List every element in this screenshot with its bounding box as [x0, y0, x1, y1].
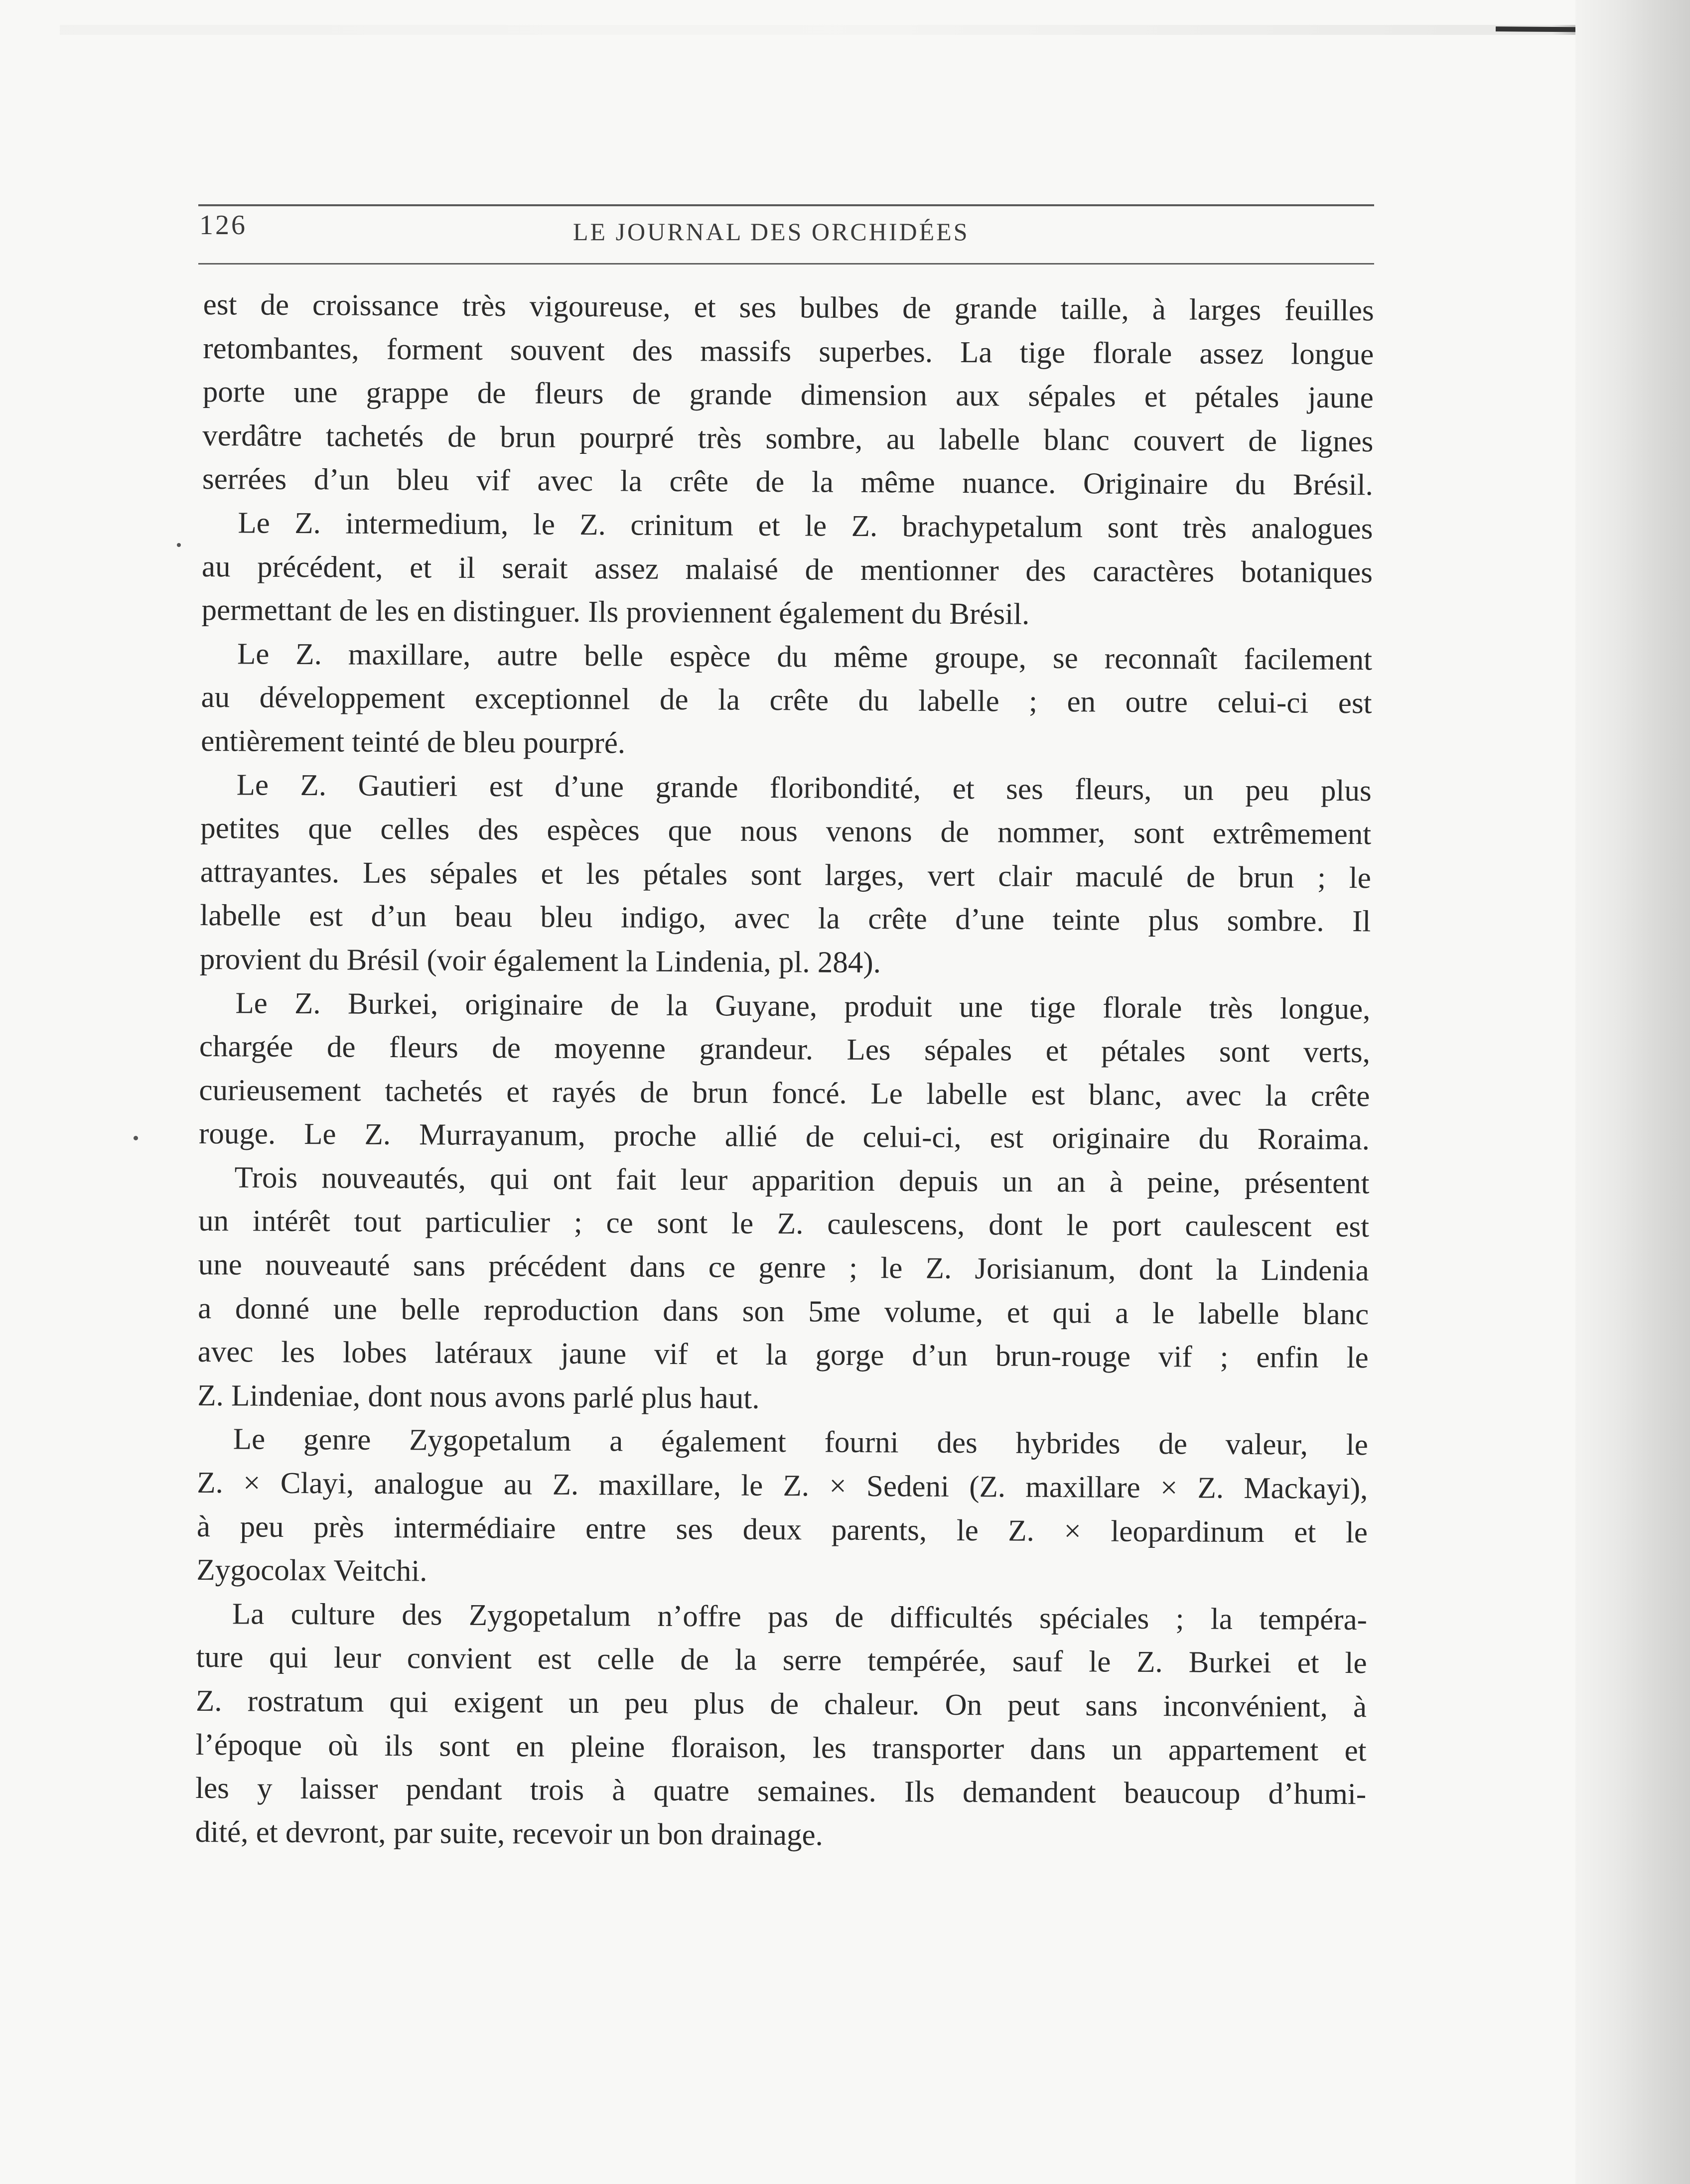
text-line: avec les lobes latéraux jaune vif et la gorge d’un brun-rouge vif ; enfin le	[197, 1335, 1369, 1375]
text-line: Z. × Clayi, analogue au Z. maxillare, le Z. × Sedeni (Z. maxillare × Z. Mackayi),	[197, 1466, 1368, 1506]
text-line: ture qui leur convient est celle de la serre tempérée, sauf le Z. Burkei et le	[196, 1640, 1367, 1680]
text-line: curieusement tachetés et rayés de brun foncé. Le labelle est blanc, avec la crête	[199, 1073, 1370, 1113]
text-line: Le Z. intermedium, le Z. crinitum et le Z. brachypetalum sont très analogues	[238, 506, 1373, 546]
text-line: porte une grappe de fleurs de grande dimension aux sépales et pétales jaune	[202, 375, 1374, 415]
page-gutter-shadow	[1575, 0, 1690, 2184]
text-line: dité, et devront, par suite, recevoir un bon drainage.	[195, 1815, 824, 1852]
scan-speck	[134, 1136, 138, 1140]
text-line: verdâtre tachetés de brun pourpré très sombre, au labelle blanc couvert de lignes	[202, 418, 1374, 459]
text-line: Le genre Zygopetalum a également fourni des hybrides de valeur, le	[233, 1422, 1368, 1462]
text-line: provient du Brésil (voir également la Lindenia, pl. 284).	[199, 942, 881, 980]
text-line: permettant de les en distinguer. Ils proviennent également du Brésil.	[201, 593, 1030, 631]
text-line: La culture des Zygopetalum n’offre pas de difficultés spéciales ; la tempéra-	[232, 1597, 1368, 1637]
text-line: Le Z. Gautieri est d’une grande floribondité, et ses fleurs, un peu plus	[236, 768, 1372, 808]
text-line: entièrement teinté de bleu pourpré.	[201, 724, 626, 760]
text-line: les y laisser pendant trois à quatre semaines. Ils demandent beaucoup d’humi-	[195, 1772, 1367, 1811]
scan-edge-top	[60, 25, 1614, 35]
text-line: l’époque où ils sont en pleine floraison, les transporter dans un appartement et	[195, 1728, 1367, 1768]
page-number: 126	[199, 210, 247, 241]
text-line: Zygocolax Veitchi.	[196, 1553, 427, 1588]
text-line: Z. rostratum qui exigent un peu plus de chaleur. On peut sans inconvénient, à	[195, 1684, 1367, 1724]
text-line: rouge. Le Z. Murrayanum, proche allié de celui-ci, est originaire du Roraima.	[198, 1117, 1370, 1157]
header-rule-top	[198, 204, 1374, 206]
text-line: Z. Lindeniae, dont nous avons parlé plus haut.	[197, 1378, 760, 1415]
text-line: serrées d’un bleu vif avec la crête de la même nuance. Originaire du Brésil.	[202, 462, 1374, 502]
header-rule-bottom	[198, 263, 1374, 265]
scan-speck	[177, 543, 181, 547]
text-line: à peu près intermédiaire entre ses deux parents, le Z. × leopardinum et le	[196, 1509, 1368, 1549]
body-text	[195, 283, 1374, 1860]
text-line: labelle est d’un beau bleu indigo, avec la crête d’une teinte plus sombre. Il	[200, 899, 1371, 939]
text-line: chargée de fleurs de moyenne grandeur. Les sépales et pétales sont verts,	[199, 1030, 1371, 1070]
text-line: petites que celles des espèces que nous venons de nommer, sont extrêmement	[200, 812, 1372, 851]
text-line: attrayantes. Les sépales et les pétales sont larges, vert clair maculé de brun ; le	[200, 855, 1371, 895]
text-line: un intérêt tout particulier ; ce sont le Z. caulescens, dont le port caulescent est	[198, 1204, 1370, 1244]
text-line: une nouveauté sans précédent dans ce genre ; le Z. Jorisianum, dont la Lindenia	[198, 1248, 1369, 1288]
text-line: est de croissance très vigoureuse, et ses bulbes de grande taille, à larges feuilles	[203, 287, 1374, 328]
text-line: retombantes, forment souvent des massifs superbes. La tige florale assez longue	[203, 331, 1374, 371]
text-line: au développement exceptionnel de la crête du labelle ; en outre celui-ci est	[201, 681, 1372, 720]
text-line: Le Z. Burkei, originaire de la Guyane, produit une tige florale très longue,	[235, 986, 1371, 1026]
text-line: a donné une belle reproduction dans son 5me volume, et qui a le labelle blanc	[198, 1291, 1369, 1331]
running-head: LE JOURNAL DES ORCHIDÉES	[573, 218, 970, 246]
text-line: Le Z. maxillare, autre belle espèce du même groupe, se reconnaît facilement	[237, 637, 1373, 677]
text-line: au précédent, et il serait assez malaisé de mentionner des caractères botaniques	[201, 549, 1373, 589]
text-line: Trois nouveautés, qui ont fait leur apparition depuis un an à peine, présentent	[234, 1161, 1370, 1201]
